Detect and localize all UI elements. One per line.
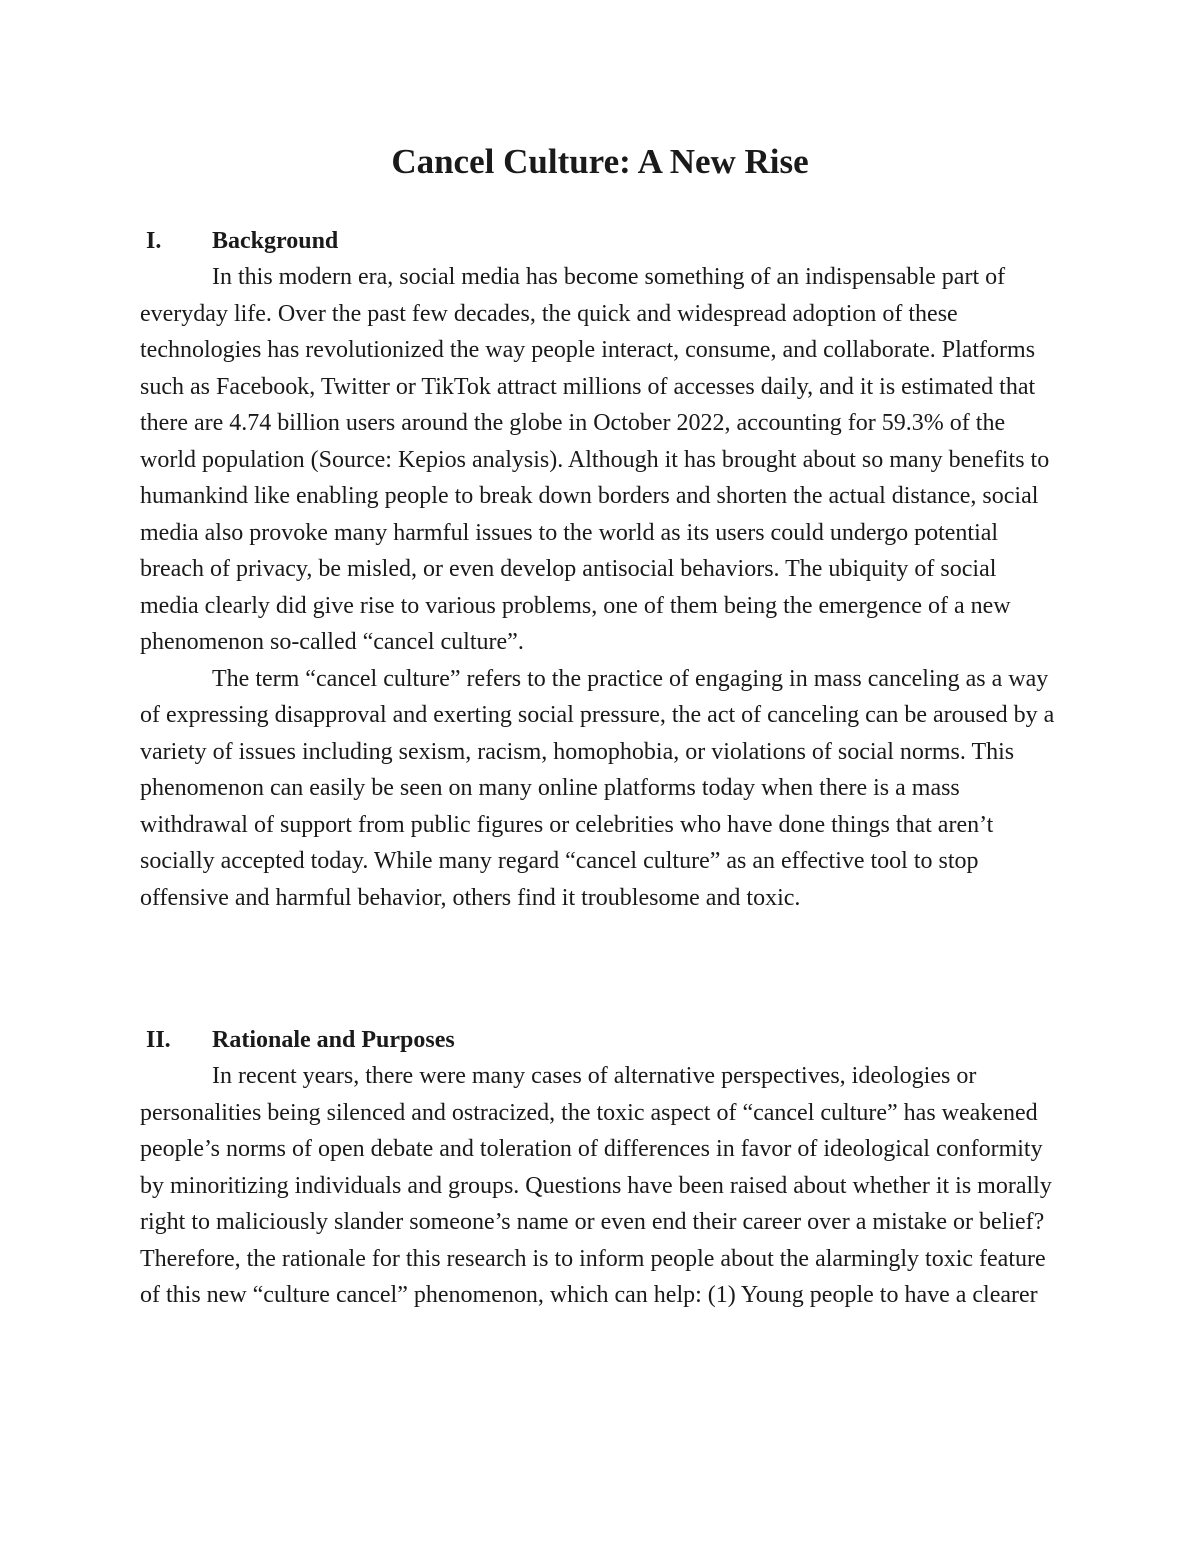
section-number: II. — [146, 1027, 171, 1053]
body-paragraph: In this modern era, social media has become something of an indispensable part of everyday life. Over the past few decades, the quick and widespread adoption of these technologies has revolutionized the way people interact, consume, and collaborate. Platforms such as Facebook, Twitter or TikTok attract millions of accesses daily, and it is estimated that there are 4.74 billion users around the globe in October 2022, accounting for 59.3% of the world population (Source: Kepios analysis). Although it has brought about so many benefits to humankind like enabling people to break down borders and shorten the actual distance, social media also provoke many harmful issues to the world as its users could undergo potential breach of privacy, be misled, or even develop antisocial behaviors. The ubiquity of social media clearly did give rise to various problems, one of them being the emergence of a new phenomenon so-called “cancel culture”. — [140, 264, 1050, 655]
document-title: Cancel Culture: A New Rise — [391, 142, 809, 181]
body-paragraph: The term “cancel culture” refers to the practice of engaging in mass canceling as a way of expressing disapproval and exerting social pressure, the act of canceling can be aroused by a variety of issues including sexism, racism, homophobia, or violations of social norms. This phenomenon can easily be seen on many online platforms today when there is a mass withdrawal of support from public figures or celebrities who have done things that aren’t socially accepted today. While many regard “cancel culture” as an effective tool to stop offensive and harmful behavior, others find it troublesome and toxic. — [140, 665, 1055, 911]
section-title: Background — [212, 228, 339, 254]
section-rationale — [0, 1022, 1200, 1314]
section-number: I. — [146, 228, 162, 254]
section-title: Rationale and Purposes — [212, 1027, 455, 1053]
section-heading — [0, 223, 1200, 259]
section-heading — [0, 1022, 1200, 1058]
section-background — [0, 223, 1200, 916]
body-paragraph: In recent years, there were many cases of alternative perspectives, ideologies or personalities being silenced and ostracized, the toxic aspect of “cancel culture” has weakened people’s norms of open debate and toleration of differences in favor of ideological conformity by minoritizing individuals and groups. Questions have been raised about whether it is morally right to maliciously slander someone’s name or even end their career over a mistake or belief? Therefore, the rationale for this research is to inform people about the alarmingly toxic feature of this new “culture cancel” phenomenon, which can help: (1) Young people to have a clearer — [140, 1063, 1052, 1308]
